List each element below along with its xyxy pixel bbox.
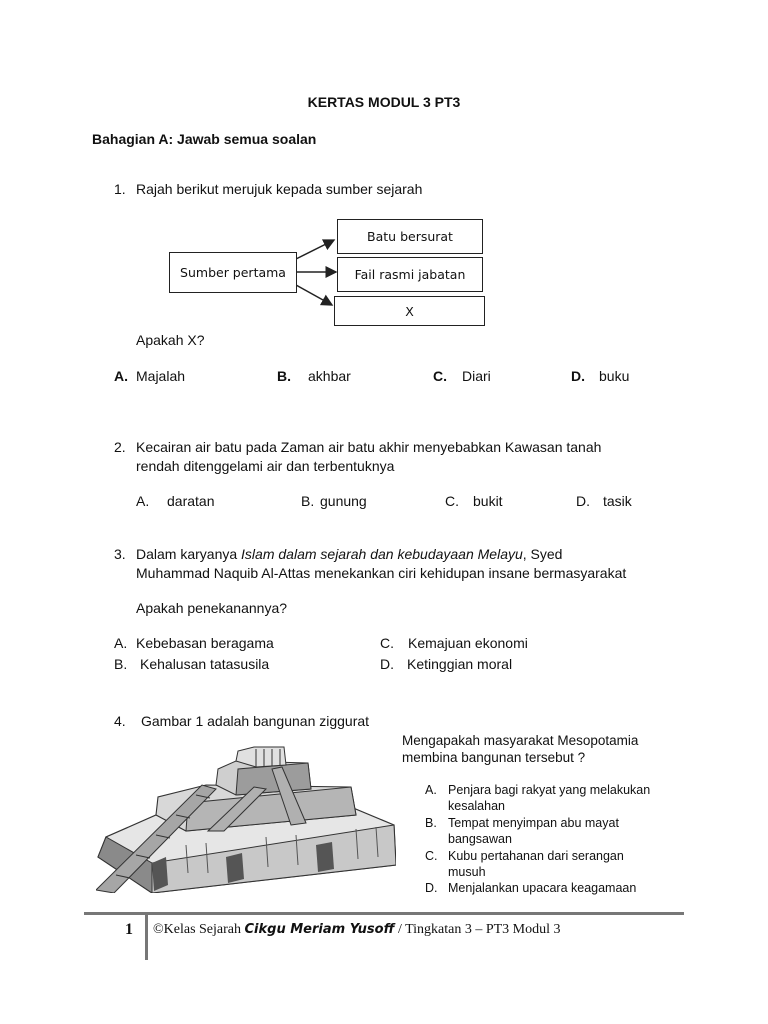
diagram-item-1: Batu bersurat [337, 219, 483, 254]
q1-option-d-letter: D. [571, 368, 585, 384]
q4-option-d-letter: D. [425, 881, 438, 895]
q1-question: Apakah X? [136, 332, 205, 348]
q3-prefix: Dalam karyanya [136, 546, 242, 562]
q4-option-b-letter: B. [425, 816, 437, 830]
q3-suffix: , Syed [522, 546, 563, 562]
q2-line-1: Kecairan air batu pada Zaman air batu akhir menyebabkan Kawasan tanah [136, 439, 602, 455]
q2-option-c-letter: C. [445, 493, 459, 509]
q2-option-d: tasik [603, 493, 632, 509]
q1-text: Rajah berikut merujuk kepada sumber sejarah [136, 181, 423, 197]
q4-option-c-letter: C. [425, 849, 438, 863]
footer-teacher: Cikgu Meriam Yusoff [244, 922, 395, 937]
q4-option-d-line-1: Menjalankan upacara keagamaan [448, 881, 637, 895]
ziggurat-image [96, 745, 396, 893]
q3-line-1 [136, 545, 562, 564]
q2-line-2: rendah ditenggelami air dan terbentuknya [136, 458, 395, 474]
q3-option-a-letter: A. [114, 635, 128, 651]
footer-prefix: ©Kelas Sejarah [153, 922, 245, 937]
q1-option-c-letter: C. [433, 368, 447, 384]
arrow-1 [296, 240, 334, 259]
footer-suffix: / Tingkatan 3 – PT3 Modul 3 [394, 922, 561, 937]
q3-line-2: Muhammad Naquib Al-Attas menekankan ciri kehidupan insane bermasyarakat [136, 565, 627, 581]
page-title: KERTAS MODUL 3 PT3 [307, 94, 461, 110]
q2-option-b: gunung [320, 493, 367, 509]
q4-text: Gambar 1 adalah bangunan ziggurat [141, 713, 370, 729]
q4-option-b-line-1: Tempat menyimpan abu mayat [448, 816, 619, 830]
q4-number: 4. [114, 713, 126, 729]
q2-number: 2. [114, 439, 126, 455]
q2-option-d-letter: D. [576, 493, 590, 509]
footer-divider [84, 912, 684, 915]
q1-option-b-letter: B. [277, 368, 291, 384]
diagram-source-box: Sumber pertama [169, 252, 297, 293]
q1-option-a: Majalah [136, 368, 186, 384]
q3-option-a: Kebebasan beragama [136, 635, 274, 651]
q3-option-d-letter: D. [380, 656, 394, 672]
q4-option-a-line-2: kesalahan [448, 799, 505, 813]
q3-option-b: Kehalusan tatasusila [140, 656, 270, 672]
q2-option-a: daratan [167, 493, 215, 509]
page-number: 1 [125, 921, 133, 938]
q4-question-line-1: Mengapakah masyarakat Mesopotamia [402, 733, 639, 748]
footer-divider-vertical [145, 912, 148, 960]
q3-option-c-letter: C. [380, 635, 394, 651]
q3-question: Apakah penekanannya? [136, 600, 288, 616]
q3-option-c: Kemajuan ekonomi [408, 635, 528, 651]
q3-book-title: Islam dalam sejarah dan kebudayaan Melayu [241, 546, 523, 562]
q4-option-c-line-1: Kubu pertahanan dari serangan [448, 849, 624, 863]
q2-option-a-letter: A. [136, 493, 150, 509]
q1-option-d: buku [599, 368, 630, 384]
section-heading: Bahagian A: Jawab semua soalan [92, 131, 317, 147]
q1-option-a-letter: A. [114, 368, 128, 384]
q4-option-b-line-2: bangsawan [448, 832, 512, 846]
q4-question-line-2: membina bangunan tersebut ? [402, 750, 586, 765]
q1-option-c: Diari [462, 368, 491, 384]
diagram-item-2: Fail rasmi jabatan [337, 257, 483, 292]
q3-option-b-letter: B. [114, 656, 128, 672]
q3-option-d: Ketinggian moral [407, 656, 513, 672]
q1-number: 1. [114, 181, 126, 197]
q2-option-b-letter: B. [301, 493, 315, 509]
q4-option-a-letter: A. [425, 783, 437, 797]
q2-option-c: bukit [473, 493, 503, 509]
q3-number: 3. [114, 546, 126, 562]
q4-option-a-line-1: Penjara bagi rakyat yang melakukan [448, 783, 651, 797]
arrow-3 [296, 285, 332, 305]
footer-credit [153, 922, 561, 938]
diagram-item-x: X [334, 296, 485, 326]
q1-option-b: akhbar [308, 368, 351, 384]
q4-option-c-line-2: musuh [448, 865, 486, 879]
